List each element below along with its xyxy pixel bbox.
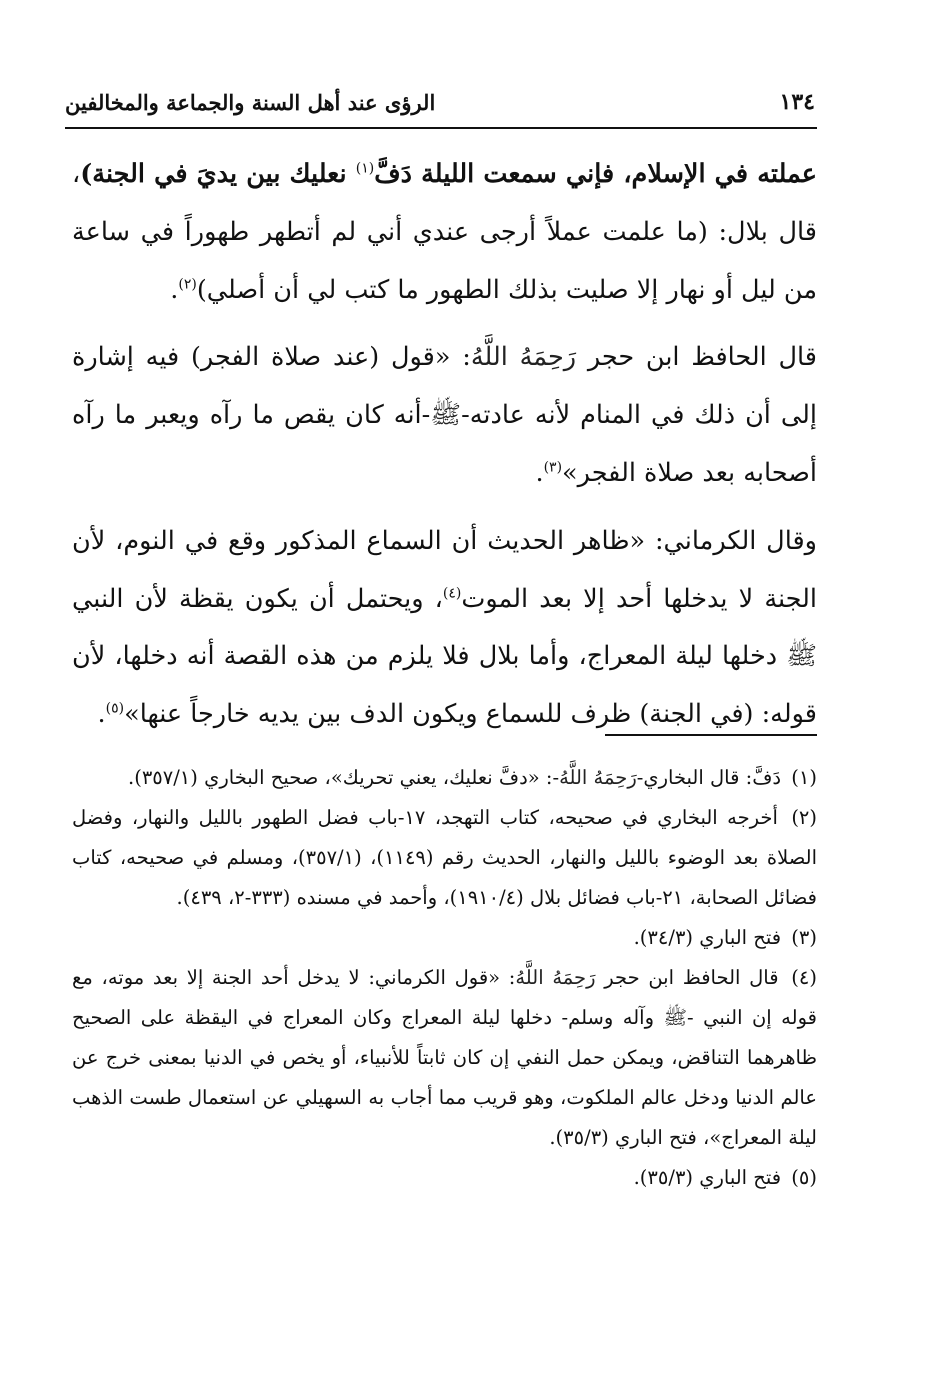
footnote-3-text: فتح الباري (٣٤/٣). [633, 926, 782, 949]
footnote-number: (٥) [791, 1166, 817, 1189]
paragraph-1 [72, 146, 817, 319]
footnote-5-text: فتح الباري (٣٥/٣). [633, 1166, 782, 1189]
footnote-1 [72, 758, 817, 798]
footnote-2 [72, 798, 817, 918]
footnote-ref-4[interactable]: (٤) [442, 585, 462, 602]
footnote-3 [72, 918, 817, 958]
honorific-rahimahullah: رَحِمَهُ اللَّهُ [559, 766, 637, 789]
footnote-5 [72, 1158, 817, 1198]
footnote-4-text-b: : «قول الكرماني: لا يدخل أحد الجنة إلا بعد موته، مع قوله إن النبي - [72, 966, 817, 1029]
bold-hadith-part-b: نعليك بين يديَ في الجنة) [80, 159, 356, 189]
paragraph-2 [72, 329, 817, 502]
paragraph-3 [72, 513, 817, 744]
main-text [72, 146, 817, 754]
running-title: الرؤى عند أهل السنة والجماعة والمخالفين [65, 89, 436, 115]
footnote-number: (٤) [791, 966, 817, 989]
footnote-number: (١) [791, 766, 817, 789]
paragraph-2-end: . [535, 457, 544, 488]
paragraph-2-text-b: : «قول (عند صلاة الفجر) فيه إشارة إلى أن ذلك في المنام لأنه عادته- [72, 342, 818, 431]
footnote-4-text-c: وآله وسلم- دخلها ليلة المعراج وكان المعراج في اليقظة على الصحيح ظاهرهما التناقض، ويمكن حمل النفي إن كان ثابتاً للأنبياء، أو يخص في الدنيا بمعنى خرج عن عالم الدنيا ودخل عالم الملكوت، وهو قريب مما أجاب به السهيلي عن استعمال طست الذهب ليلة المعراج»، فتح الباري (٣٥/٣). [72, 1006, 817, 1149]
footnote-4 [72, 958, 817, 1158]
footnote-ref-3[interactable]: (٣) [543, 459, 563, 476]
bold-hadith-part-a: عملته في الإسلام، فإني سمعت الليلة دَفَّ [374, 159, 818, 189]
footnote-4-text-a: قال الحافظ ابن حجر [595, 966, 779, 989]
footnote-number: (٢) [791, 806, 818, 829]
honorific-salawat: ﷺ [430, 400, 462, 431]
paragraph-3-text-c: دخلها ليلة المعراج، وأما بلال فلا يلزم من هذه القصة أنه دخلها، لأن قوله: (في الجنة) ظرف للسماع ويكون الدف بين يديه خارجاً عنها» [72, 641, 817, 730]
honorific-rahimahullah: رَحِمَهُ اللَّهُ [515, 966, 596, 989]
honorific-salawat: ﷺ [663, 1006, 688, 1029]
header-rule [65, 127, 817, 129]
footnote-separator [605, 734, 817, 736]
footnote-1-text-a: دَفَّ: قال البخاري- [636, 766, 782, 789]
honorific-rahimahullah: رَحِمَهُ اللَّهُ [470, 342, 577, 373]
paragraph-3-text-a: وقال الكرماني: «ظاهر الحديث أن السماع المذكور وقع في النوم، لأن الجنة لا يدخلها أحد إلا بعد الموت [72, 525, 817, 614]
running-head [65, 82, 815, 122]
page-number: ١٣٤ [779, 89, 815, 115]
paragraph-1-end: . [170, 274, 179, 305]
paragraph-3-text-b: ، ويحتمل أن يكون يقظة لأن النبي [72, 583, 443, 614]
footnote-ref-1[interactable]: (١) [355, 160, 375, 177]
paragraph-3-end: . [97, 699, 106, 730]
footnote-ref-2[interactable]: (٢) [178, 276, 197, 293]
footnote-1-text-b: -: «دفَّ نعليك، يعني تحريك»، صحيح البخاري (٣٥٧/١). [128, 766, 560, 789]
honorific-salawat: ﷺ [786, 641, 817, 672]
footnote-2-text: أخرجه البخاري في صحيحه، كتاب التهجد، ١٧-باب فضل الطهور بالليل والنهار، وفضل الصلاة بعد الوضوء بالليل والنهار، الحديث رقم (١١٤٩)، (٣٥٧/١)، ومسلم في صحيحه، كتاب فضائل الصحابة، ٢١-باب فضائل بلال (١٩١٠/٤)، وأحمد في مسنده (٣٣٣-٢، ٤٣٩). [72, 806, 817, 909]
paragraph-2-text-a: قال الحافظ ابن حجر [576, 342, 817, 373]
paragraph-1-text: ، قال بلال: (ما علمت عملاً أرجى عندي أني لم أتطهر طهوراً في ساعة من ليل أو نهار إلا صليت بذلك الطهور ما كتب لي أن أصلي) [72, 159, 817, 305]
paragraph-2-text-c: -أنه كان يقص ما رآه ويعبر ما رآه أصحابه بعد صلاة الفجر» [72, 400, 817, 488]
footnote-ref-5[interactable]: (٥) [105, 700, 125, 717]
footnotes [72, 758, 817, 1198]
footnote-number: (٣) [791, 926, 817, 949]
